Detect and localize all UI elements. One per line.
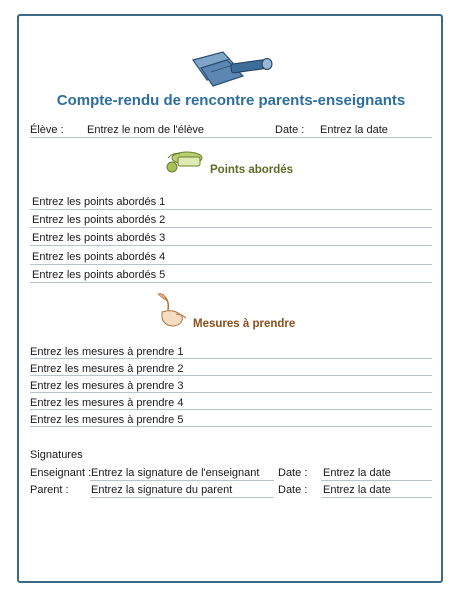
topic-rule bbox=[30, 245, 432, 246]
parent-signature-rule bbox=[90, 497, 274, 498]
action-rule bbox=[30, 392, 432, 393]
topic-item[interactable]: Entrez les points abordés 5 bbox=[32, 269, 166, 281]
page-title: Compte-rendu de rencontre parents-enseignants bbox=[56, 92, 406, 109]
parent-date-field[interactable]: Entrez la date bbox=[323, 484, 391, 496]
green-leaf-note-icon bbox=[163, 148, 207, 174]
teacher-date-label: Date : bbox=[278, 467, 308, 479]
action-item[interactable]: Entrez les mesures à prendre 4 bbox=[30, 397, 184, 409]
topic-item[interactable]: Entrez les points abordés 3 bbox=[32, 232, 166, 244]
teacher-date-rule bbox=[321, 480, 432, 481]
student-label: Élève : bbox=[30, 124, 64, 136]
teacher-date-field[interactable]: Entrez la date bbox=[323, 467, 391, 479]
signatures-heading: Signatures bbox=[30, 449, 83, 461]
topic-item[interactable]: Entrez les points abordés 4 bbox=[32, 251, 166, 263]
action-item[interactable]: Entrez les mesures à prendre 1 bbox=[30, 346, 184, 358]
action-rule bbox=[30, 358, 432, 359]
teacher-signature-field[interactable]: Entrez la signature de l'enseignant bbox=[91, 467, 260, 479]
topic-rule bbox=[30, 227, 432, 228]
action-rule bbox=[30, 426, 432, 427]
teacher-signature-rule bbox=[90, 480, 274, 481]
topic-item[interactable]: Entrez les points abordés 1 bbox=[32, 196, 166, 208]
action-item[interactable]: Entrez les mesures à prendre 2 bbox=[30, 363, 184, 375]
quill-hand-icon bbox=[152, 292, 192, 330]
topic-item[interactable]: Entrez les points abordés 2 bbox=[32, 214, 166, 226]
action-item[interactable]: Entrez les mesures à prendre 5 bbox=[30, 414, 184, 426]
student-date-label: Date : bbox=[275, 124, 305, 136]
topics-title: Points abordés bbox=[210, 164, 294, 176]
action-item[interactable]: Entrez les mesures à prendre 3 bbox=[30, 380, 184, 392]
topic-rule bbox=[30, 264, 432, 265]
student-date-field[interactable]: Entrez la date bbox=[320, 124, 388, 136]
actions-title: Mesures à prendre bbox=[193, 318, 296, 330]
topic-rule bbox=[30, 209, 432, 210]
parent-date-label: Date : bbox=[278, 484, 308, 496]
books-pencil-icon bbox=[187, 48, 277, 88]
action-rule bbox=[30, 409, 432, 410]
action-rule bbox=[30, 375, 432, 376]
parent-date-rule bbox=[321, 497, 432, 498]
teacher-signature-label: Enseignant : bbox=[30, 467, 92, 479]
parent-signature-field[interactable]: Entrez la signature du parent bbox=[91, 484, 233, 496]
parent-signature-label: Parent : bbox=[30, 484, 69, 496]
student-name-field[interactable]: Entrez le nom de l'élève bbox=[87, 124, 205, 136]
topic-rule bbox=[30, 282, 432, 283]
student-row-rule bbox=[30, 137, 432, 138]
